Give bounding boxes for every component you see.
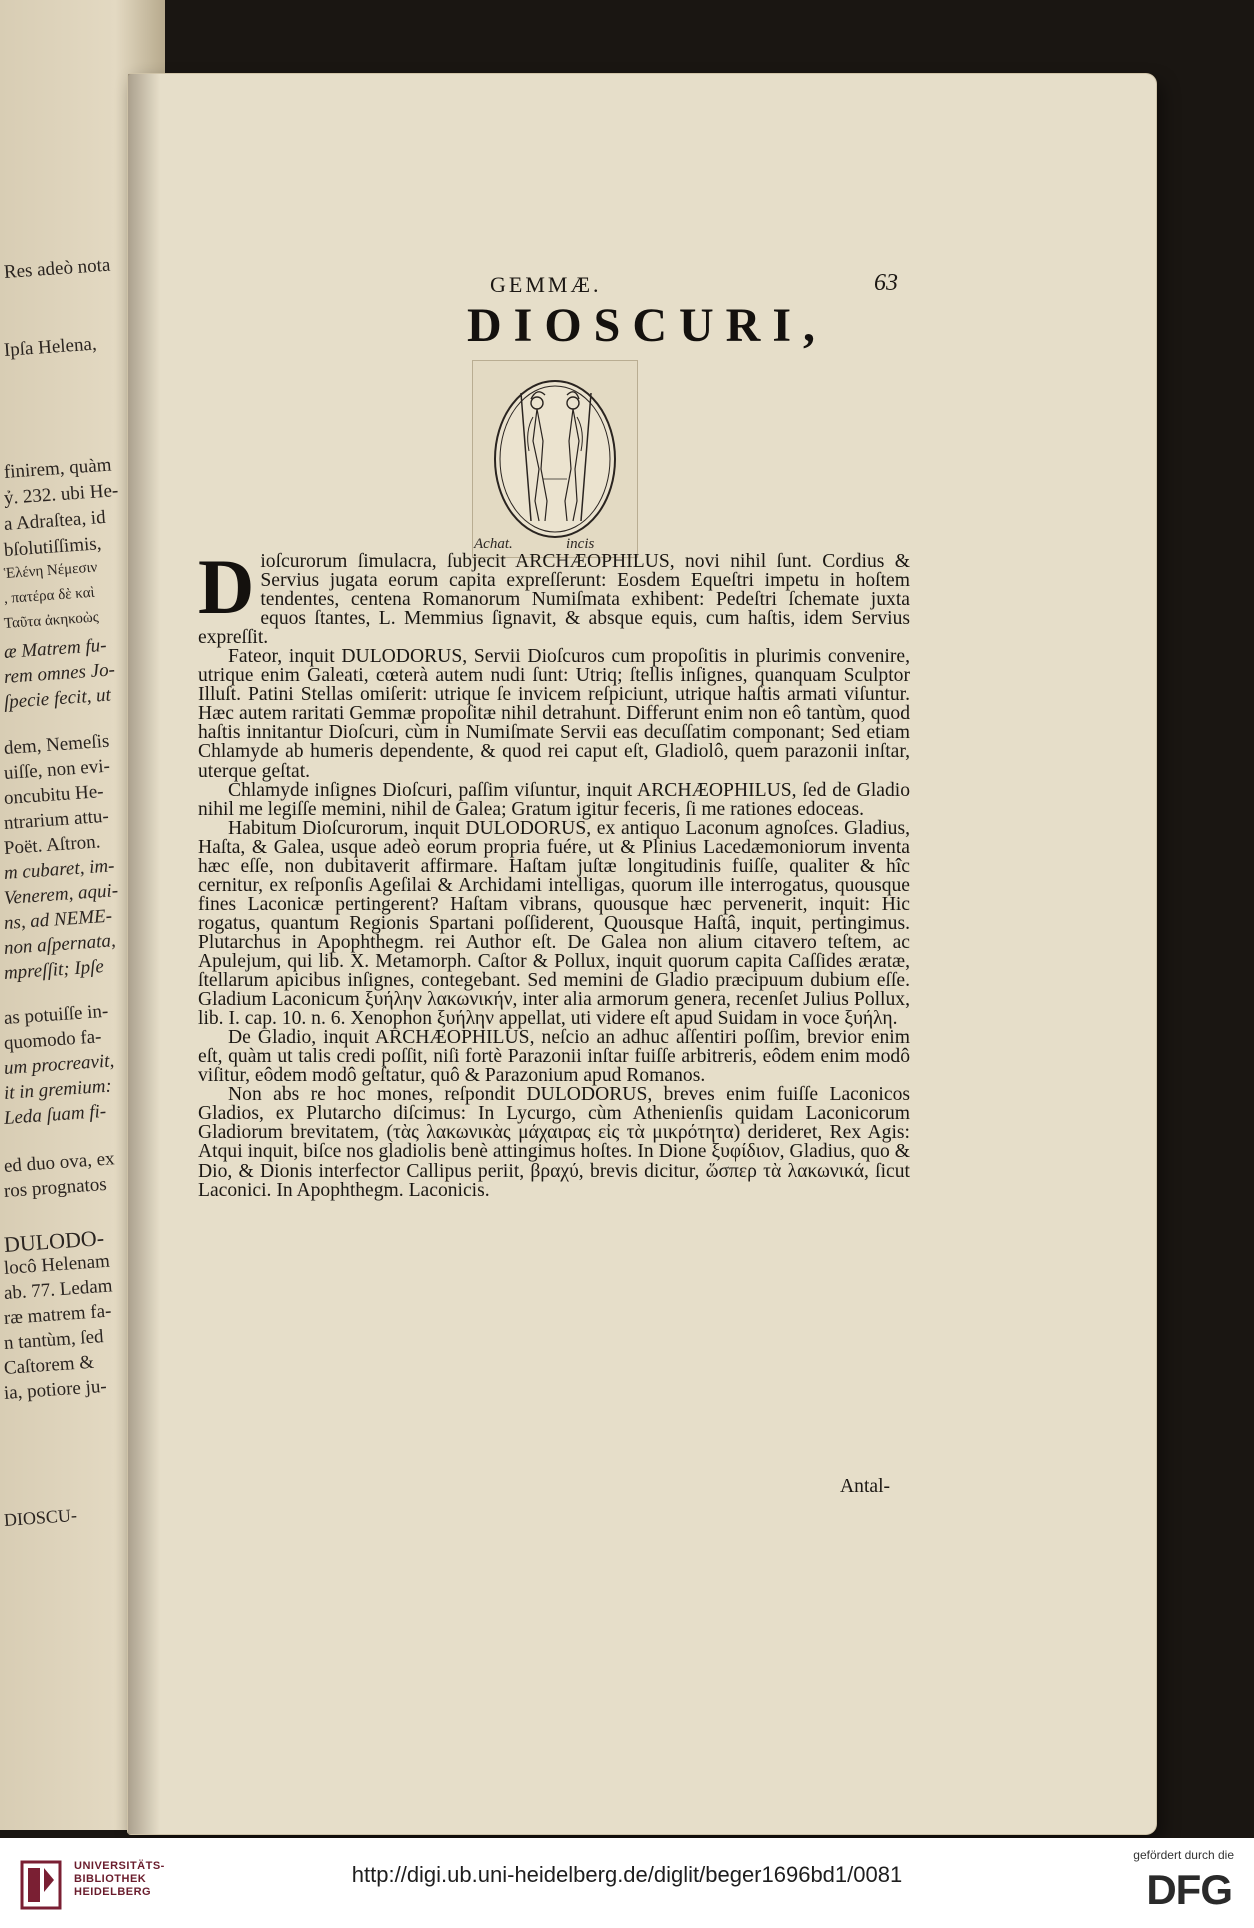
- left-fragment: as potuiſſe in-: [3, 1000, 109, 1029]
- left-fragment: non aſpernata,: [3, 930, 117, 959]
- left-fragment: Ἑλένη Νέμεσιν: [3, 559, 98, 582]
- left-fragment: , πατέρα δὲ καὶ: [3, 584, 96, 607]
- left-fragment: Poët. Aſtron.: [3, 831, 102, 859]
- left-fragment: Venerem, aqui-: [3, 880, 119, 909]
- left-fragment: ns, ad NEME-: [3, 905, 113, 934]
- left-fragment: ros prognatos: [3, 1173, 108, 1202]
- left-fragment: it in gremium:: [3, 1075, 113, 1104]
- paragraph: Non abs re hoc mones, reſpondit DULODORUS, breves enim fuiſſe Laconicos Gladios, ex Plutarcho diſcimus: In Lycurgo, cùm Athenienſis quidam Laconicorum Gladiorum brevitatem, (τὰς λακωνικὰς μάχαιρας εἰς τὰ μικρότητα) derideret, Rex Agis: Atqui inquit, biſce nos gladiolis benè attingimus hoſtes. In Dione ξυφίδιον, Gladius, quo & Dio, & Dionis interfector Callipus periit, βραχύ, brevis dicitur, ὥσπερ τὰ λακωνικά, ſicut Laconici. In Apophthegm. Laconicis.: [198, 1084, 910, 1201]
- left-fragment: locô Helenam: [3, 1250, 111, 1279]
- running-head: GEMMÆ.: [490, 272, 602, 297]
- left-fragment: mpreſſit; Ipſe: [3, 956, 105, 984]
- permalink-url[interactable]: http://digi.ub.uni-heidelberg.de/diglit/beger1696bd1/0081: [351, 1862, 903, 1887]
- left-fragment: quomodo fa-: [3, 1026, 103, 1054]
- left-fragment: ỷ. 232. ubi He-: [3, 480, 119, 509]
- left-fragment: Caſtorem &: [3, 1351, 95, 1379]
- left-fragment: a Adraſtea, id: [3, 506, 107, 535]
- left-fragment: Ipſa Helena,: [3, 333, 98, 361]
- dfg-logo: DFG: [1146, 1866, 1232, 1913]
- left-fragment: oncubitu He-: [3, 781, 105, 809]
- footer-bar: [0, 1838, 1254, 1928]
- left-fragment: dem, Nemeſis: [3, 730, 110, 759]
- dioscuri-gem-illustration: [473, 361, 637, 557]
- left-fragment: ed duo ova, ex: [3, 1148, 116, 1177]
- left-fragment: Res adeò nota: [3, 254, 112, 283]
- left-fragment: ntrarium attu-: [3, 805, 110, 834]
- paragraph: Chlamyde inſignes Dioſcuri, paſſim viſuntur, inquit ARCHÆOPHILUS, ſed de Gladio nihil me legiſſe memini, nihil de Galea; Gratum igitur feceris, ſi me rationes edoceas.: [198, 779, 910, 820]
- paragraph: Habitum Dioſcurorum, inquit DULODORUS, ex antiquo Laconum agnoſces. Gladius, Haſta, & Galea, usque adeò eorum propria fuére, ut & Plinius Lacedæmoniorum inventa hæc eſſe, non dubitaverit affirmare. Haſtam juſtæ longitudinis fuiſſe, qualiter & hîc cernitur, ex reſponſis Ageſilai & Archidami intelligas, quorum ille interrogatus, quousque fines Laconicæ pertingerent? Haſtam vibrans, quousque hæc pervenerit, inquit: Hic rogatus, quantum Regionis Spartani poſſiderent, Quousque Haſtâ, inquit, pertingimus. Plutarchus in Apophthegm. rei Author eſt. De Galea non alium citavero teſtem, ac Apulejum, qui lib. X. Metamorph. Caſtor & Pollux, inquit quorum capita Caſſides æratæ, ſtellarum apicibus inſignes, contegebant. Sed memini de Gladio præcipuum dubium eſſe. Gladium Laconicum ξυήλην λακωνικήν, inter alia armorum genera, recenſet Julius Pollux, lib. I. cap. 10. n. 6. Xenophon ξυήλην appellat, uti videre eſt apud Suidam in voce ξυήλη.: [198, 817, 910, 1030]
- left-fragment: m cubaret, im-: [3, 855, 116, 884]
- left-fragment: Leda ſuam fi-: [3, 1100, 107, 1129]
- left-fragment: bſolutiſſimis,: [3, 533, 103, 561]
- left-fragment: uiſſe, non evi-: [3, 755, 111, 784]
- gem-engraving: [472, 360, 638, 558]
- gem-caption-left: Achat.: [474, 536, 513, 552]
- left-fragment: æ Matrem fu-: [3, 634, 108, 663]
- paragraph: Fateor, inquit DULODORUS, Servii Dioſcuros cum propoſitis in plurimis convenire, utrique enim Galeati, cœterà autem nudi ſunt: Utriq; ſtellis inſignes, quanquam Sculptor Illuſt. Patini Stellas omiſerit: utrique ſe invicem reſpiciunt, utrique haſtis armati viſuntur. Hæc autem raritati Gemmæ propoſitæ nihil detrahunt. Differunt enim non eô tantùm, quod haſtis innitantur Dioſcuri, cùm in Numiſmate Servii eas decuſſatim componant; Sed etiam Chlamyde ab humeris dependente, & quod rei caput eſt, Gladiolô, quem parazonii inſtar, uterque geſtat.: [198, 646, 910, 782]
- left-fragment: ſpecie fecit, ut: [3, 684, 112, 713]
- left-fragment: rem omnes Jo-: [3, 659, 116, 688]
- catchword: Antal-: [840, 1476, 891, 1497]
- gem-caption-right: incis: [566, 536, 595, 552]
- left-fragment: DIOSCU-: [3, 1504, 78, 1530]
- paragraph: De Gladio, inquit ARCHÆOPHILUS, neſcio an adhuc aſſentiri poſſim, brevior enim eſt, quàm ut talis credi poſſit, niſi fortè Parazonii inſtar fuiſſe arbitreris, eôdem enim modô viſitur, eôdem modô geſtatur, quô & Parazonium apud Romanos.: [198, 1027, 910, 1087]
- left-fragment: finirem, quàm: [3, 454, 113, 483]
- left-fragment: ab. 77. Ledam: [3, 1275, 114, 1304]
- page-number: 63: [874, 270, 898, 296]
- left-fragment: ræ matrem fa-: [3, 1300, 113, 1329]
- funding-note: gefördert durch die: [1133, 1848, 1234, 1862]
- left-fragment: DULODO-: [3, 1225, 105, 1257]
- left-fragment: Ταῦτα ἀκηκοὼς: [3, 609, 100, 632]
- left-fragment: ia, potiore ju-: [3, 1375, 108, 1404]
- left-fragment: n tantùm, ſed: [3, 1326, 105, 1354]
- library-name: UNIVERSITÄTS- BIBLIOTHEK HEIDELBERG: [74, 1860, 165, 1898]
- paragraph: Dioſcurorum ſimulacra, ſubjecit ARCHÆOPHILUS, novi nihil ſunt. Cordius & Servius jugata eorum capita expreſſerunt: Eosdem Equeſtri impetu in hoſtem tendentes, centena Romanorum Numiſmata exhibent: Pedeſtri ſchemate juxta equos ſtantes, L. Memmius ſignavit, & absque equis, cum haſtis, idem Servius expreſſit.: [198, 543, 910, 649]
- drop-cap: D: [198, 543, 255, 630]
- page-title: DIOSCURI,: [466, 299, 828, 352]
- left-fragment: um procreavit,: [3, 1050, 115, 1079]
